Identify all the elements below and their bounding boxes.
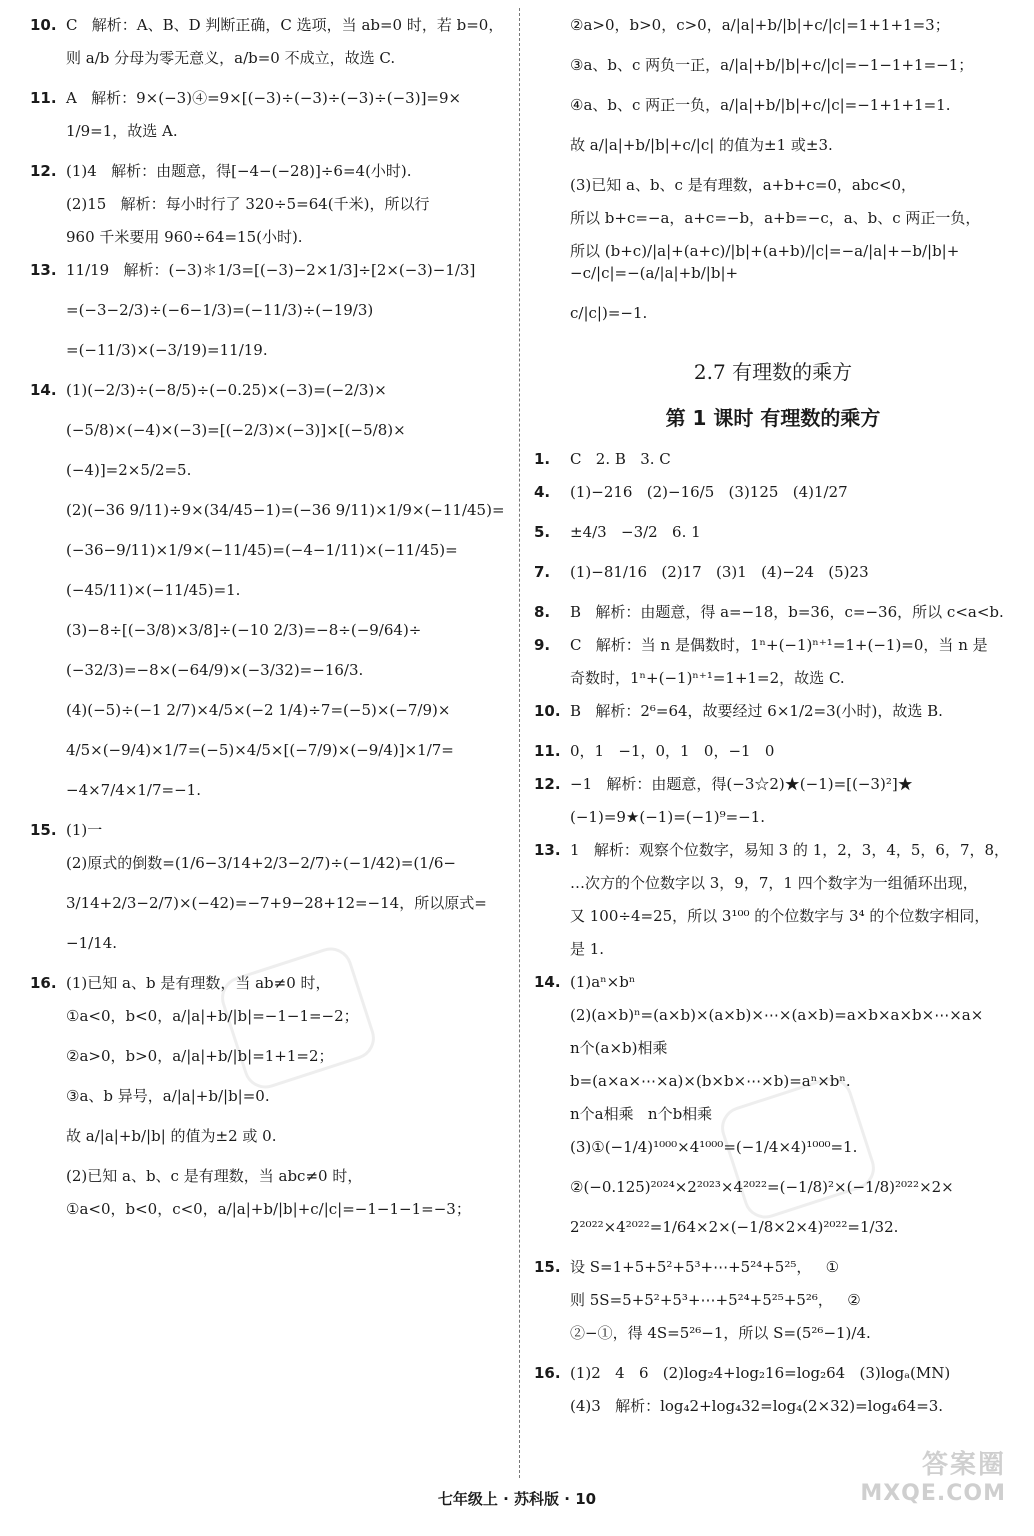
answer-line: (−36−9/11)×1/9×(−11/45)=(−4−1/11)×(−11/45)= xyxy=(66,541,458,559)
lesson-title: 第 1 课时 有理数的乘方 xyxy=(665,406,881,430)
answer-item xyxy=(30,87,508,160)
answer-line: 2²⁰²²×4²⁰²²=1/64×2×(−1/8×2×4)²⁰²²=1/32. xyxy=(570,1218,899,1236)
answer-line: 所以 (b+c)/|a|+(a+c)/|b|+(a+b)/|c|=−a/|a|+−b/|b|+−c/|c|=−(a/|a|+b/|b|+ xyxy=(570,242,960,282)
answer-line: 0，1 −1，0，1 0，−1 0 xyxy=(570,742,775,760)
answer-line: 是 1. xyxy=(570,940,605,958)
answer-line: 故 a/|a|+b/|b|+c/|c| 的值为±1 或±3. xyxy=(570,136,833,154)
answer-line: ③a、b、c 两负一正，a/|a|+b/|b|+c/|c|=−1−1+1=−1； xyxy=(570,56,974,74)
answer-line: ①a<0，b<0，c<0，a/|a|+b/|b|+c/|c|=−1−1−1=−3； xyxy=(66,1200,471,1218)
answer-line: A 解析：9×(−3)④=9×[(−3)÷(−3)÷(−3)÷(−3)]=9× xyxy=(66,89,462,107)
column-divider xyxy=(519,8,520,1478)
answer-item xyxy=(534,1256,1012,1362)
answer-line: 则 5S=5+5²+5³+⋯+5²⁴+5²⁵+5²⁶， ② xyxy=(570,1291,861,1309)
answer-line: (4)3 解析：log₄2+log₄32=log₄(2×32)=log₄64=3. xyxy=(570,1397,944,1415)
answer-line: b=(a×a×⋯×a)×(b×b×⋯×b)=aⁿ×bⁿ. xyxy=(570,1072,851,1090)
answer-line: =(−3−2/3)÷(−6−1/3)=(−11/3)÷(−19/3) xyxy=(66,301,374,319)
answer-item xyxy=(534,773,1012,839)
answer-number: 12. xyxy=(30,162,57,180)
answer-line: ±4/3 −3/2 6. 1 xyxy=(570,523,701,541)
answer-line: (1)−216 (2)−16/5 (3)125 (4)1/27 xyxy=(570,483,848,501)
answer-line: (3)−8÷[(−3/8)×3/8]÷(−10 2/3)=−8÷(−9/64)÷ xyxy=(66,621,422,639)
answer-line: (1)4 解析：由题意，得[−4−(−28)]÷6=4(小时). xyxy=(66,162,412,180)
section-title: 2.7 有理数的乘方 xyxy=(693,360,853,384)
answer-line: C 解析：A、B、D 判断正确，C 选项，当 ab=0 时，若 b=0， xyxy=(66,16,504,34)
answer-number: 11. xyxy=(534,742,561,760)
answer-line: (1)2 4 6 (2)log₂4+log₂16=log₂64 (3)logₐ(MN) xyxy=(570,1364,951,1382)
answer-line: C 2. B 3. C xyxy=(570,450,671,468)
answer-item xyxy=(534,634,1012,700)
answer-line: 1 解析：观察个位数字，易知 3 的 1，2，3，4，5，6，7，8， xyxy=(570,841,1010,859)
answer-line: B 解析：由题意，得 a=−18，b=36，c=−36，所以 c<a<b. xyxy=(570,603,1004,621)
answer-item xyxy=(534,839,1012,971)
answer-line: ②a>0，b>0，c>0，a/|a|+b/|b|+c/|c|=1+1+1=3； xyxy=(570,16,950,34)
answer-line: …次方的个位数字以 3，9，7，1 四个数字为一组循环出现， xyxy=(570,874,978,892)
answer-line: (1)(−2/3)÷(−8/5)÷(−0.25)×(−3)=(−2/3)× xyxy=(66,381,387,399)
answer-line: 故 a/|a|+b/|b| 的值为±2 或 0. xyxy=(66,1127,277,1145)
answer-item xyxy=(30,819,508,972)
right-column xyxy=(534,14,1012,1428)
answer-line: (2)已知 a、b、c 是有理数，当 abc≠0 时， xyxy=(66,1167,363,1185)
answer-line: 则 a/b 分母为零无意义，a/b=0 不成立，故选 C. xyxy=(66,49,396,67)
answer-line: B 解析：2⁶=64，故要经过 6×1/2=3(小时)，故选 B. xyxy=(570,702,943,720)
answer-line: 3/14+2/3−2/7)×(−42)=−7+9−28+12=−14，所以原式= xyxy=(66,894,487,912)
answer-number: 16. xyxy=(534,1364,561,1382)
answer-number: 1. xyxy=(534,450,551,468)
answer-number: 13. xyxy=(30,261,57,279)
answer-line: 11/19 解析：(−3)＊1/3=[(−3)−2×1/3]÷[2×(−3)−1/3] xyxy=(66,261,476,279)
answer-number: 9. xyxy=(534,636,551,654)
answer-number: 16. xyxy=(30,974,57,992)
answer-16-continued xyxy=(534,14,1012,342)
answer-number: 5. xyxy=(534,523,551,541)
answer-line: n个(a×b)相乘 xyxy=(570,1039,668,1057)
answer-item xyxy=(534,448,1012,481)
answer-line: (2)(a×b)ⁿ=(a×b)×(a×b)×⋯×(a×b)=a×b×a×b×⋯×a× xyxy=(570,1006,984,1024)
answer-number: 14. xyxy=(30,381,57,399)
answer-line: ②−①，得 4S=5²⁶−1，所以 S=(5²⁶−1)/4. xyxy=(570,1324,871,1342)
answer-number: 14. xyxy=(534,973,561,991)
answer-line: −1/14. xyxy=(66,934,118,952)
answer-number: 4. xyxy=(534,483,551,501)
answer-line: ②(−0.125)²⁰²⁴×2²⁰²³×4²⁰²²=(−1/8)²×(−1/8)²⁰²²×2× xyxy=(570,1178,954,1196)
answer-item xyxy=(534,601,1012,634)
answer-line: (1)已知 a、b 是有理数，当 ab≠0 时， xyxy=(66,974,331,992)
answer-item xyxy=(30,972,508,1238)
answer-number: 11. xyxy=(30,89,57,107)
answer-line: (−4)]=2×5/2=5. xyxy=(66,461,192,479)
answer-number: 13. xyxy=(534,841,561,859)
answer-line: (1)一 xyxy=(66,821,103,839)
answer-line: 所以 b+c=−a，a+c=−b，a+b=−c，a、b、c 两正一负， xyxy=(570,209,981,227)
answer-line: c/|c|)=−1. xyxy=(570,304,648,322)
answer-line: 1/9=1，故选 A. xyxy=(66,122,178,140)
answer-line: (3)已知 a、b、c 是有理数，a+b+c=0，abc<0， xyxy=(570,176,916,194)
answer-item xyxy=(534,971,1012,1256)
watermark-logo xyxy=(860,1444,1006,1506)
watermark-text: 答案圈 xyxy=(921,1450,1006,1480)
answer-line: (−5/8)×(−4)×(−3)=[(−2/3)×(−3)]×[(−5/8)× xyxy=(66,421,406,439)
answer-item xyxy=(534,740,1012,773)
answer-line: ③a、b 异号，a/|a|+b/|b|=0. xyxy=(66,1087,270,1105)
answer-line: 960 千米要用 960÷64=15(小时). xyxy=(66,228,303,246)
page-footer: 七年级上 · 苏科版 · 10 xyxy=(437,1490,597,1508)
answer-line: (4)(−5)÷(−1 2/7)×4/5×(−2 1/4)÷7=(−5)×(−7/9)× xyxy=(66,701,451,719)
answer-number: 8. xyxy=(534,603,551,621)
answer-item xyxy=(30,14,508,87)
answer-line: ①a<0，b<0，a/|a|+b/|b|=−1−1=−2； xyxy=(66,1007,359,1025)
answer-line: (1)aⁿ×bⁿ xyxy=(570,973,636,991)
answer-line: −4×7/4×1/7=−1. xyxy=(66,781,201,799)
answer-item xyxy=(534,700,1012,740)
answer-number: 15. xyxy=(30,821,57,839)
answer-number: 10. xyxy=(534,702,561,720)
answer-line: (2)原式的倒数=(1/6−3/14+2/3−2/7)÷(−1/42)=(1/6− xyxy=(66,854,456,872)
answer-line: 又 100÷4=25，所以 3¹⁰⁰ 的个位数字与 3⁴ 的个位数字相同， xyxy=(570,907,990,925)
answer-item xyxy=(534,481,1012,521)
answer-number: 15. xyxy=(534,1258,561,1276)
answer-line: (−32/3)=−8×(−64/9)×(−3/32)=−16/3. xyxy=(66,661,364,679)
answer-item xyxy=(534,521,1012,561)
answer-line: C 解析：当 n 是偶数时，1ⁿ+(−1)ⁿ⁺¹=1+(−1)=0，当 n 是 xyxy=(570,636,988,654)
answer-item xyxy=(534,561,1012,601)
watermark-url: MXQE.COM xyxy=(860,1481,1006,1506)
answer-item xyxy=(30,379,508,819)
answer-line: (−1)=9★(−1)=(−1)⁹=−1. xyxy=(570,808,766,826)
answer-line: 设 S=1+5+5²+5³+⋯+5²⁴+5²⁵， ① xyxy=(570,1258,840,1276)
answer-number: 7. xyxy=(534,563,551,581)
answer-line: ④a、b、c 两正一负，a/|a|+b/|b|+c/|c|=−1+1+1=1. xyxy=(570,96,951,114)
answer-item xyxy=(30,160,508,259)
answer-line: n个a相乘 n个b相乘 xyxy=(570,1105,713,1123)
answer-number: 12. xyxy=(534,775,561,793)
answer-line: (−45/11)×(−11/45)=1. xyxy=(66,581,241,599)
answer-line: (2)15 解析：每小时行了 320÷5=64(千米)，所以行 xyxy=(66,195,430,213)
answer-number: 10. xyxy=(30,16,57,34)
answer-line: =(−11/3)×(−3/19)=11/19. xyxy=(66,341,268,359)
answer-line: (3)①(−1/4)¹⁰⁰⁰×4¹⁰⁰⁰=(−1/4×4)¹⁰⁰⁰=1. xyxy=(570,1138,858,1156)
answer-item xyxy=(30,259,508,379)
left-column xyxy=(30,14,508,1238)
answer-line: ②a>0，b>0，a/|a|+b/|b|=1+1=2； xyxy=(66,1047,334,1065)
answer-line: 4/5×(−9/4)×1/7=(−5)×4/5×[(−7/9)×(−9/4)]×1/7= xyxy=(66,741,454,759)
answer-line: (1)−81/16 (2)17 (3)1 (4)−24 (5)23 xyxy=(570,563,869,581)
answer-line: 奇数时，1ⁿ+(−1)ⁿ⁺¹=1+1=2，故选 C. xyxy=(570,669,845,687)
answer-line: (2)(−36 9/11)÷9×(34/45−1)=(−36 9/11)×1/9×(−11/45)= xyxy=(66,501,505,519)
answer-line: −1 解析：由题意，得(−3☆2)★(−1)=[(−3)²]★ xyxy=(570,775,913,793)
answer-item xyxy=(534,1362,1012,1428)
